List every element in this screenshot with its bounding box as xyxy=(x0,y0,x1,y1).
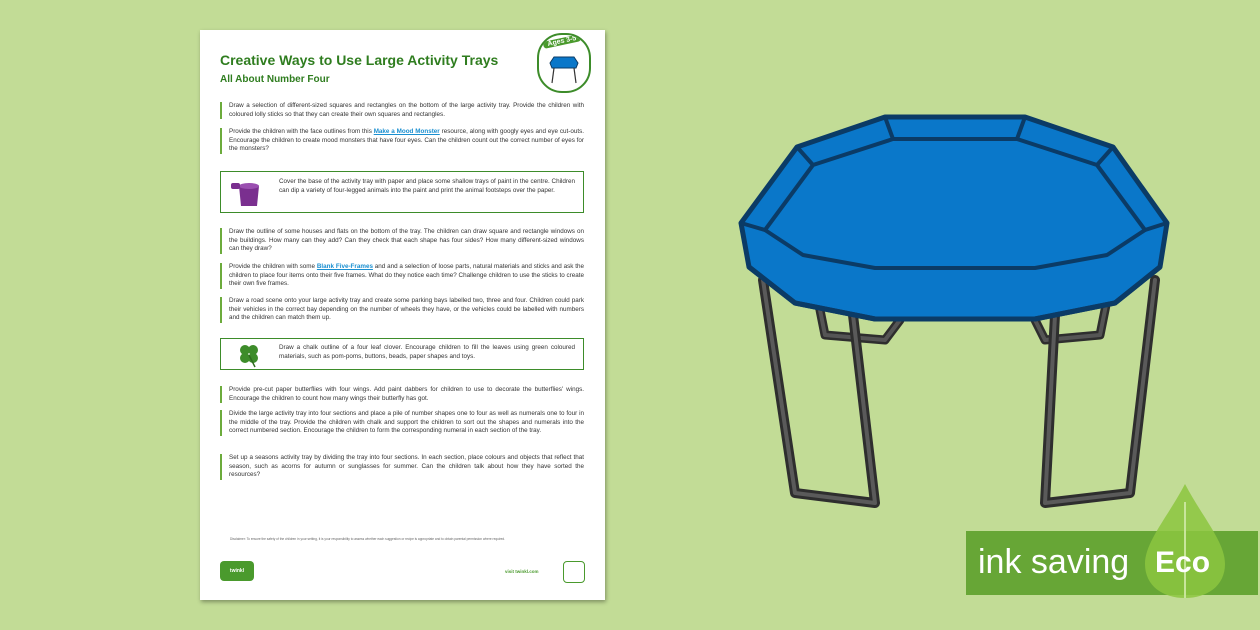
four-leaf-clover-icon xyxy=(235,341,263,369)
activity-document xyxy=(200,30,605,600)
footer-seal-icon xyxy=(563,561,585,583)
age-badge xyxy=(537,33,591,93)
activity-paragraph-6: Provide pre-cut paper butterflies with four wings. Add paint dabbers for children to use to decorate the butterflies' wings. Encourage the children to count how many wings their butterfly has got. xyxy=(220,386,584,403)
paint-tray-text: Cover the base of the activity tray with paper and place some shallow trays of paint in the centre. Children can dip a variety of four-legged animals into the paint and print the animal footsteps over the paper. xyxy=(279,178,575,194)
document-title: Creative Ways to Use Large Activity Trays xyxy=(220,52,499,68)
activity-paragraph-7: Divide the large activity tray into four sections and place a pile of number shapes one to four as well as numerals one to four in the middle of the tray. Provide the children with chalk and support the children to sort out the shapes and numerals into the correct numbered section. Encourage the children to form the corresponding numeral in each section of the tray. xyxy=(220,410,584,436)
clover-callout xyxy=(220,338,584,370)
paint-tray-callout xyxy=(220,171,584,213)
activity-paragraph-2: Provide the children with the face outlines from this Make a Mood Monster resource, along with googly eyes and eye cut-outs. Encourage the children to create mood monsters that have four eyes. Can the children count out the correct number of eyes for the monsters? xyxy=(220,128,584,154)
activity-paragraph-5: Draw a road scene onto your large activity tray and create some parking bays labelled two, three and four. Children could park their vehicles in the correct bay depending on the number of wheels they have, or the vehicles could be labelled with numbers and the children can match them up. xyxy=(220,297,584,323)
twinkl-logo: twinkl xyxy=(220,561,254,581)
leaf-drop-icon xyxy=(1135,482,1235,600)
ink-saving-label: ink saving xyxy=(978,543,1130,581)
tray-thumbnail-icon xyxy=(544,53,584,87)
make-a-mood-monster-link[interactable]: Make a Mood Monster xyxy=(373,128,440,135)
blank-five-frames-link[interactable]: Blank Five-Frames xyxy=(316,263,373,270)
eco-label: Eco xyxy=(1155,546,1211,579)
activity-paragraph-3: Draw the outline of some houses and flats on the bottom of the tray. The children can draw square and rectangle windows on the buildings. How many can they add? Can they check that each shape has four sides? How many different-sized windows can they draw? xyxy=(220,228,584,254)
age-badge-label: Ages 3-5 xyxy=(543,34,582,49)
document-subtitle: All About Number Four xyxy=(220,74,330,85)
activity-paragraph-8: Set up a seasons activity tray by dividing the tray into four sections. In each section, place colours and objects that reflect that season, such as acorns for autumn or sunglasses for summer. Can the children talk about how they have sorted the resources? xyxy=(220,454,584,480)
disclaimer: Disclaimer: To ensure the safety of the children in your setting, it is your responsibility to assess whether each suggestion or recipe is appropriate and to obtain parental permission where required. xyxy=(230,537,506,541)
activity-paragraph-1: Draw a selection of different-sized squares and rectangles on the bottom of the large activity tray. Provide the children with coloured lolly sticks so that they can create their own squares and rectangles. xyxy=(220,102,584,119)
footer-url[interactable]: visit twinkl.com xyxy=(505,569,539,574)
clover-text: Draw a chalk outline of a four leaf clover. Encourage children to fill the leaves using green coloured materials, such as pom-poms, buttons, beads, paper shapes and toys. xyxy=(279,344,575,360)
paint-pot-icon xyxy=(229,176,269,210)
activity-tray-illustration xyxy=(735,105,1175,525)
activity-paragraph-4: Provide the children with some Blank Five-Frames and and a selection of loose parts, natural materials and sticks and ask the children to place four items onto their five frames. What do they notice each time? Challenge children to use the sticks to create their own five frames. xyxy=(220,263,584,289)
